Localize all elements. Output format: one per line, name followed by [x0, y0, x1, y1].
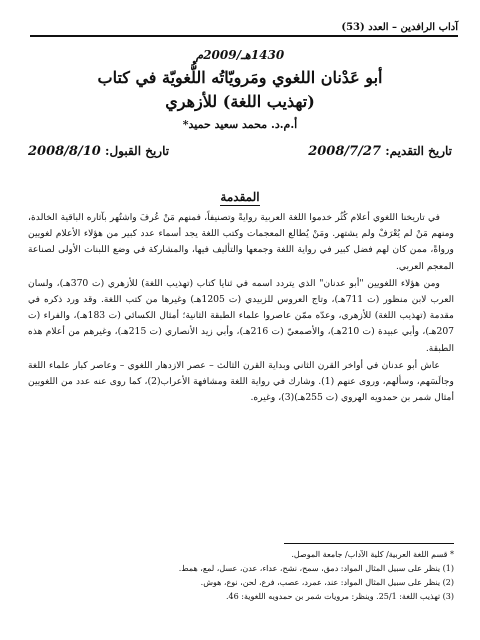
footnote-affiliation: * قسم اللغة العربية/ كلية الآداب/ جامعة الموصل.: [291, 550, 454, 559]
submission-dates: [28, 144, 452, 164]
title-line-1: أبو عَدْنان اللغوي ومَرويّاتُه اللُّغويّة في كتاب: [97, 68, 383, 87]
accepted-date-label: تاريخ القبول:: [105, 144, 170, 158]
running-head: آداب الرافدين – العدد (53): [30, 22, 458, 37]
section-heading-text: المقدمة: [220, 190, 260, 204]
author-name: أ.م.د. محمد سعيد حميد*: [182, 118, 298, 131]
footnote-2: (2) ينظر على سبيل المثال المواد: عند، عمرد، عصب، فرع، لحن، نوع، هوش.: [200, 578, 454, 587]
paragraph-3: عاش أبو عدنان في أواخر القرن الثاني وبداية القرن الثالث – عصر الازدهار اللغوي – وعاصر كبار علماء اللغة وجالَسَهم، وسألهم، وروى عنهم (1). وشارك في رواية اللغة ومشافهة الأعراب(2)، كما روى عنه عدد من اللغويين أمثال شمر بن حمدويه الهروي (ت 255هـ)(3)، وغيره.: [28, 359, 454, 404]
received-date: [308, 144, 452, 159]
title-line-2: (تهذيب اللغة) للأزهري: [165, 92, 315, 111]
body-text: [28, 210, 454, 406]
footnote-divider: [284, 543, 454, 544]
footnote-1: (1) ينظر على سبيل المثال المواد: دمق، سمح، نشح، عداء، عدن، عسل، لمع، همط.: [178, 564, 454, 573]
accepted-date-value: 2008/8/10: [28, 144, 101, 159]
section-heading: [0, 190, 480, 204]
received-date-value: 2008/7/27: [308, 144, 382, 159]
accepted-date: [28, 144, 169, 159]
footnote-3: (3) تهذيب اللغة: 25/1. وينظر: مرويات شمر بن حمدويه اللغوية: 46.: [225, 592, 454, 601]
article-title: [30, 66, 450, 114]
issue-date: 1430هـ/2009م: [195, 48, 285, 62]
received-date-label: تاريخ التقديم:: [385, 144, 452, 158]
paragraph-2: ومن هؤلاء اللغويين "أبو عدنان" الذي يتردد اسمه في ثنايا كتاب (تهذيب اللغة) للأزهري (ت 370هـ)، ولسان العرب لابن منظور (ت 711هـ)، وتاج العروس للزبيدي (ت 1205هـ) وغيرها من كتب اللغة. وقد ورد ذكره في مقدمة (تهذيب اللغة) للأزهري، وعدّه ممّن عاصروا علماء الطبقة الثانية؛ أمثال الكسائي (ت 183هـ)، والفراء (ت 207هـ)، وأبي عبيدة (ت 210هـ)، والأصمعيّ (ت 216هـ)، وأبي زيد الأنصاري (ت 215هـ)، وغيرهم من أعلام هذه الطبقة.: [28, 277, 455, 354]
footnotes: [28, 548, 454, 604]
paragraph-1: في تاريخنا اللغوي أعلام كُثُر خدموا اللغة العربية روايةً وتصنيفاً، فمنهم مَنْ عُرفَ واشتُهر بآثاره الباقية الخالدة، ومنهم مَنْ لم يُعْرَفْ ولم يشتهر. ومَنْ يُطالع المعجمات وكتب اللغة يجد أسماء عدد كبير من هؤلاء الأعلام لغويين ورواةً، ممن كان لهم فضل كبير في رواية اللغة وجمعها والتأليف فيها، والمشاركة في وضع اللبنات الأولى لصناعة المعجم العربي.: [28, 212, 454, 272]
